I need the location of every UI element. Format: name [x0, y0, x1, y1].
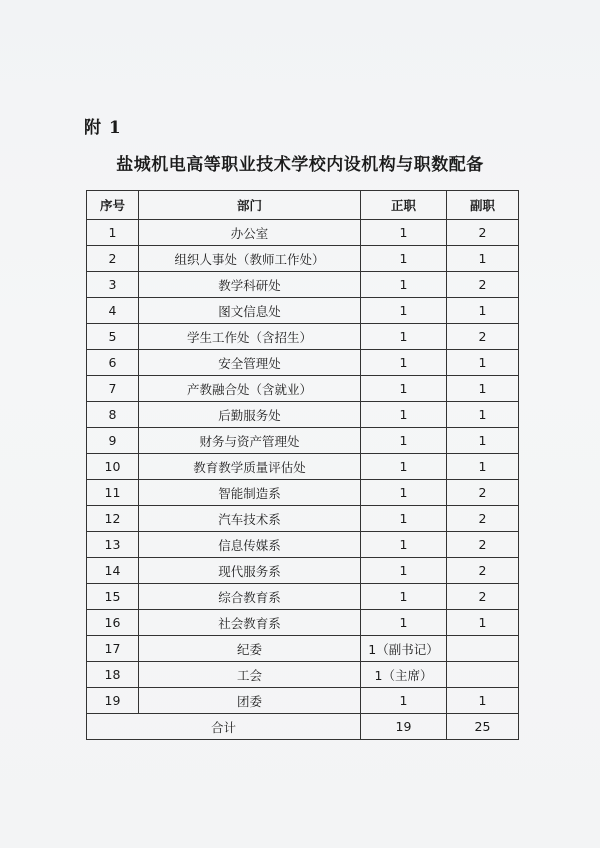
cell-main: 1	[361, 454, 447, 480]
cell-dept: 智能制造系	[139, 480, 361, 506]
total-row	[87, 714, 519, 740]
total-main: 19	[361, 714, 447, 740]
cell-main: 1	[361, 376, 447, 402]
cell-no: 6	[87, 350, 139, 376]
table-row	[87, 272, 519, 298]
cell-main: 1	[361, 558, 447, 584]
cell-main: 1	[361, 688, 447, 714]
cell-dept: 团委	[139, 688, 361, 714]
table-row	[87, 636, 519, 662]
header-no: 序号	[87, 191, 139, 220]
staffing-table	[86, 190, 519, 740]
cell-no: 2	[87, 246, 139, 272]
table-row	[87, 428, 519, 454]
cell-no: 18	[87, 662, 139, 688]
cell-no: 4	[87, 298, 139, 324]
cell-deputy: 2	[447, 272, 519, 298]
cell-deputy: 1	[447, 298, 519, 324]
cell-deputy: 1	[447, 350, 519, 376]
cell-deputy: 2	[447, 506, 519, 532]
cell-dept: 财务与资产管理处	[139, 428, 361, 454]
cell-no: 14	[87, 558, 139, 584]
cell-dept: 信息传媒系	[139, 532, 361, 558]
cell-deputy: 2	[447, 220, 519, 246]
cell-main: 1	[361, 272, 447, 298]
table-body	[87, 220, 519, 714]
cell-no: 8	[87, 402, 139, 428]
cell-no: 3	[87, 272, 139, 298]
table-row	[87, 454, 519, 480]
table-row	[87, 688, 519, 714]
cell-deputy: 1	[447, 402, 519, 428]
cell-no: 1	[87, 220, 139, 246]
table-row	[87, 246, 519, 272]
cell-dept: 教育教学质量评估处	[139, 454, 361, 480]
table-row	[87, 350, 519, 376]
cell-main: 1	[361, 350, 447, 376]
cell-deputy: 2	[447, 584, 519, 610]
cell-deputy: 1	[447, 454, 519, 480]
cell-dept: 现代服务系	[139, 558, 361, 584]
cell-deputy: 2	[447, 324, 519, 350]
cell-main: 1	[361, 402, 447, 428]
cell-dept: 办公室	[139, 220, 361, 246]
cell-main: 1	[361, 324, 447, 350]
cell-no: 15	[87, 584, 139, 610]
table-row	[87, 584, 519, 610]
cell-deputy	[447, 636, 519, 662]
cell-no: 19	[87, 688, 139, 714]
cell-dept: 产教融合处（含就业）	[139, 376, 361, 402]
table-row	[87, 610, 519, 636]
table-row	[87, 532, 519, 558]
cell-dept: 教学科研处	[139, 272, 361, 298]
total-deputy: 25	[447, 714, 519, 740]
cell-main: 1	[361, 298, 447, 324]
cell-main: 1	[361, 480, 447, 506]
cell-main: 1	[361, 610, 447, 636]
table-row	[87, 298, 519, 324]
cell-main: 1	[361, 428, 447, 454]
cell-main: 1	[361, 532, 447, 558]
cell-main: 1	[361, 220, 447, 246]
total-label: 合计	[87, 714, 361, 740]
table-row	[87, 376, 519, 402]
cell-dept: 综合教育系	[139, 584, 361, 610]
cell-deputy: 1	[447, 376, 519, 402]
cell-no: 7	[87, 376, 139, 402]
cell-deputy: 1	[447, 246, 519, 272]
cell-main: 1（副书记）	[361, 636, 447, 662]
header-dept: 部门	[139, 191, 361, 220]
cell-dept: 学生工作处（含招生）	[139, 324, 361, 350]
cell-deputy: 1	[447, 688, 519, 714]
cell-no: 17	[87, 636, 139, 662]
table-row	[87, 662, 519, 688]
cell-main: 1	[361, 246, 447, 272]
table-row	[87, 220, 519, 246]
cell-dept: 后勤服务处	[139, 402, 361, 428]
table-row	[87, 324, 519, 350]
cell-main: 1	[361, 506, 447, 532]
cell-no: 10	[87, 454, 139, 480]
cell-dept: 组织人事处（教师工作处）	[139, 246, 361, 272]
header-deputy: 副职	[447, 191, 519, 220]
cell-no: 12	[87, 506, 139, 532]
cell-deputy: 2	[447, 480, 519, 506]
header-main: 正职	[361, 191, 447, 220]
cell-main: 1	[361, 584, 447, 610]
table-row	[87, 558, 519, 584]
cell-deputy: 2	[447, 558, 519, 584]
cell-no: 5	[87, 324, 139, 350]
cell-dept: 图文信息处	[139, 298, 361, 324]
cell-dept: 工会	[139, 662, 361, 688]
cell-no: 9	[87, 428, 139, 454]
table-row	[87, 402, 519, 428]
document-title: 盐城机电高等职业技术学校内设机构与职数配备	[116, 155, 484, 175]
table-header-row	[87, 191, 519, 220]
cell-deputy: 2	[447, 532, 519, 558]
cell-dept: 汽车技术系	[139, 506, 361, 532]
cell-deputy: 1	[447, 428, 519, 454]
table-row	[87, 506, 519, 532]
cell-dept: 纪委	[139, 636, 361, 662]
table-row	[87, 480, 519, 506]
cell-deputy	[447, 662, 519, 688]
cell-no: 13	[87, 532, 139, 558]
cell-deputy: 1	[447, 610, 519, 636]
cell-main: 1（主席）	[361, 662, 447, 688]
cell-dept: 安全管理处	[139, 350, 361, 376]
attachment-label: 附 1	[84, 118, 122, 138]
cell-dept: 社会教育系	[139, 610, 361, 636]
cell-no: 11	[87, 480, 139, 506]
cell-no: 16	[87, 610, 139, 636]
